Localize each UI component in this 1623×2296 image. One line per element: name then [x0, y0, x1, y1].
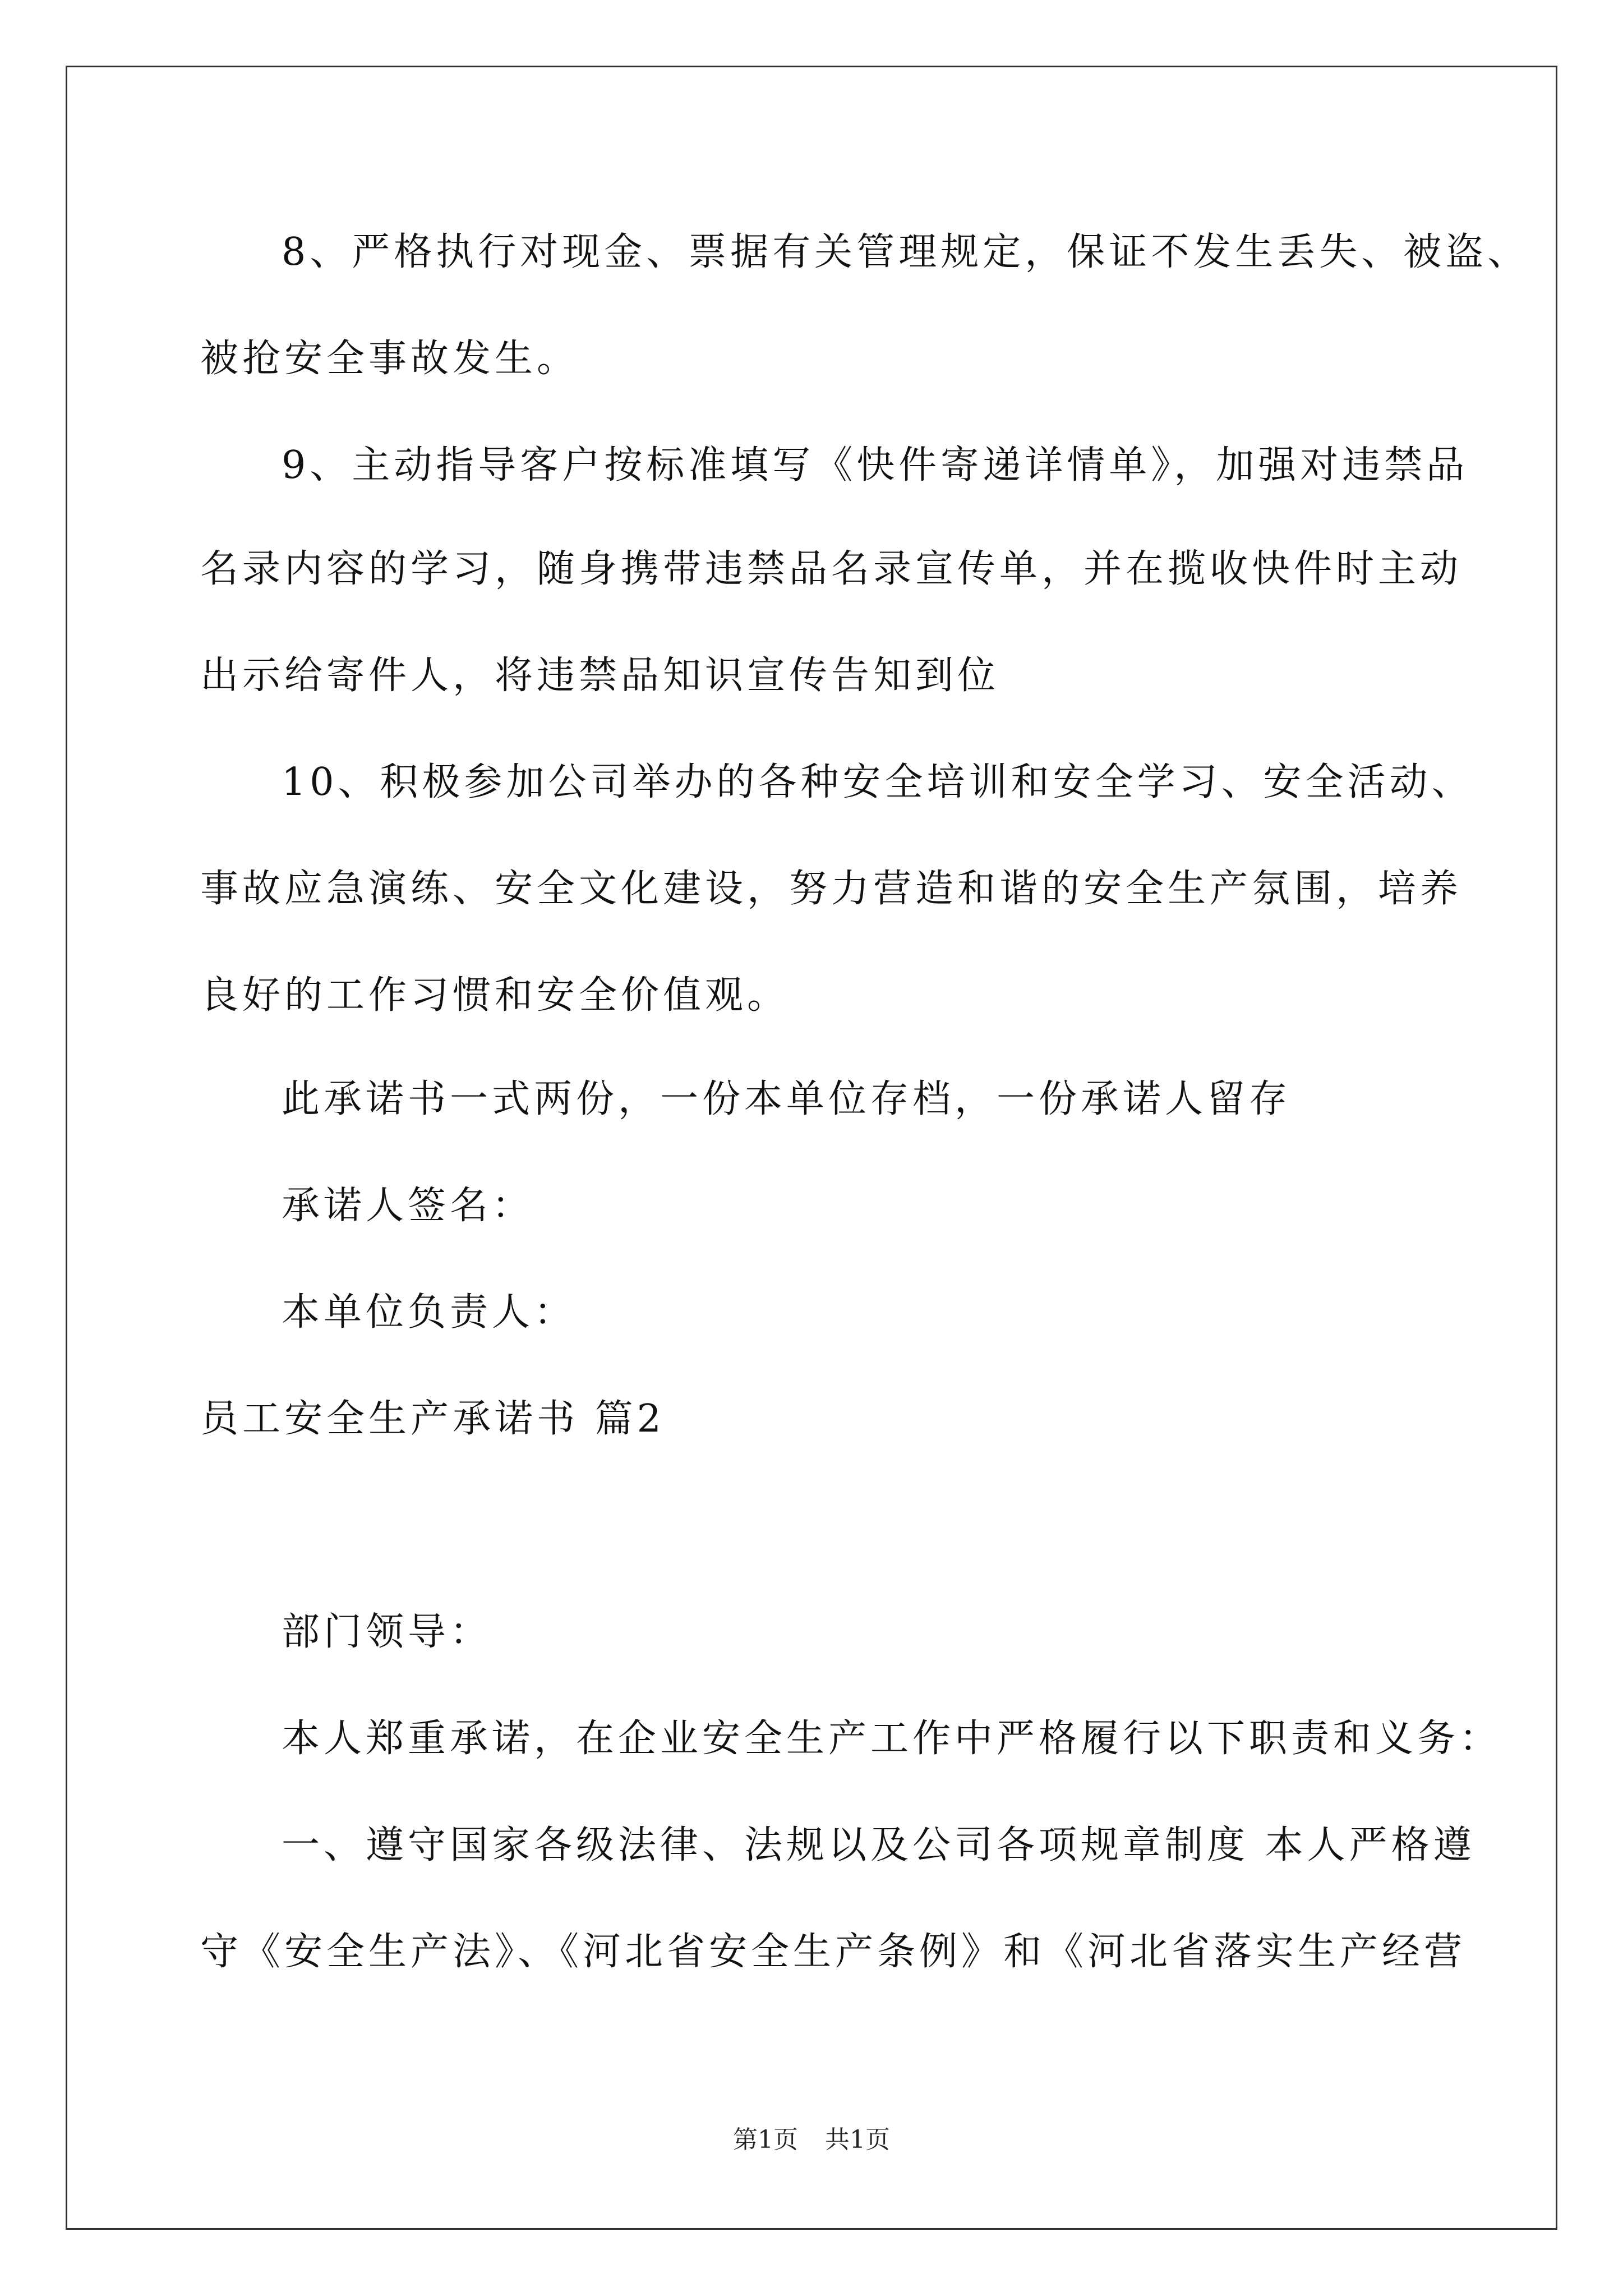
paragraph-line: 事故应急演练、安全文化建设，努力营造和谐的安全生产氛围，培养 — [200, 867, 1463, 911]
paragraph-line: 10、积极参加公司举办的各种安全培训和安全学习、安全活动、 — [282, 760, 1474, 804]
paragraph-line: 本人郑重承诺，在企业安全生产工作中严格履行以下职责和义务： — [282, 1717, 1502, 1761]
salutation: 部门领导： — [282, 1610, 492, 1654]
section-heading: 员工安全生产承诺书 篇2 — [200, 1397, 665, 1441]
paragraph-line: 9、主动指导客户按标准填写《快件寄递详情单》，加强对违禁品 — [282, 443, 1469, 487]
responsible-person-label: 本单位负责人： — [282, 1290, 577, 1335]
paragraph-line: 8、严格执行对现金、票据有关管理规定，保证不发生丢失、被盗、 — [282, 230, 1530, 274]
paragraph-line: 被抢安全事故发生。 — [200, 337, 579, 381]
page-number: 第1页 — [733, 2125, 798, 2154]
signature-label: 承诺人签名： — [282, 1184, 534, 1228]
paragraph-line: 出示给寄件人，将违禁品知识宣传告知到位 — [200, 654, 1000, 698]
paragraph-line: 守《安全生产法》、《河北省安全生产条例》和《河北省落实生产经营 — [200, 1930, 1467, 1974]
page-border — [66, 66, 1557, 2230]
paragraph-line: 良好的工作习惯和安全价值观。 — [200, 973, 790, 1018]
page-footer — [0, 2123, 1623, 2157]
paragraph-line: 名录内容的学习，随身携带违禁品名录宣传单，并在揽收快件时主动 — [200, 547, 1463, 591]
page-total: 共1页 — [825, 2125, 890, 2154]
paragraph-line: 此承诺书一式两份，一份本单位存档，一份承诺人留存 — [282, 1077, 1292, 1121]
paragraph-line: 一、遵守国家各级法律、法规以及公司各项规章制度 本人严格遵 — [282, 1823, 1476, 1867]
